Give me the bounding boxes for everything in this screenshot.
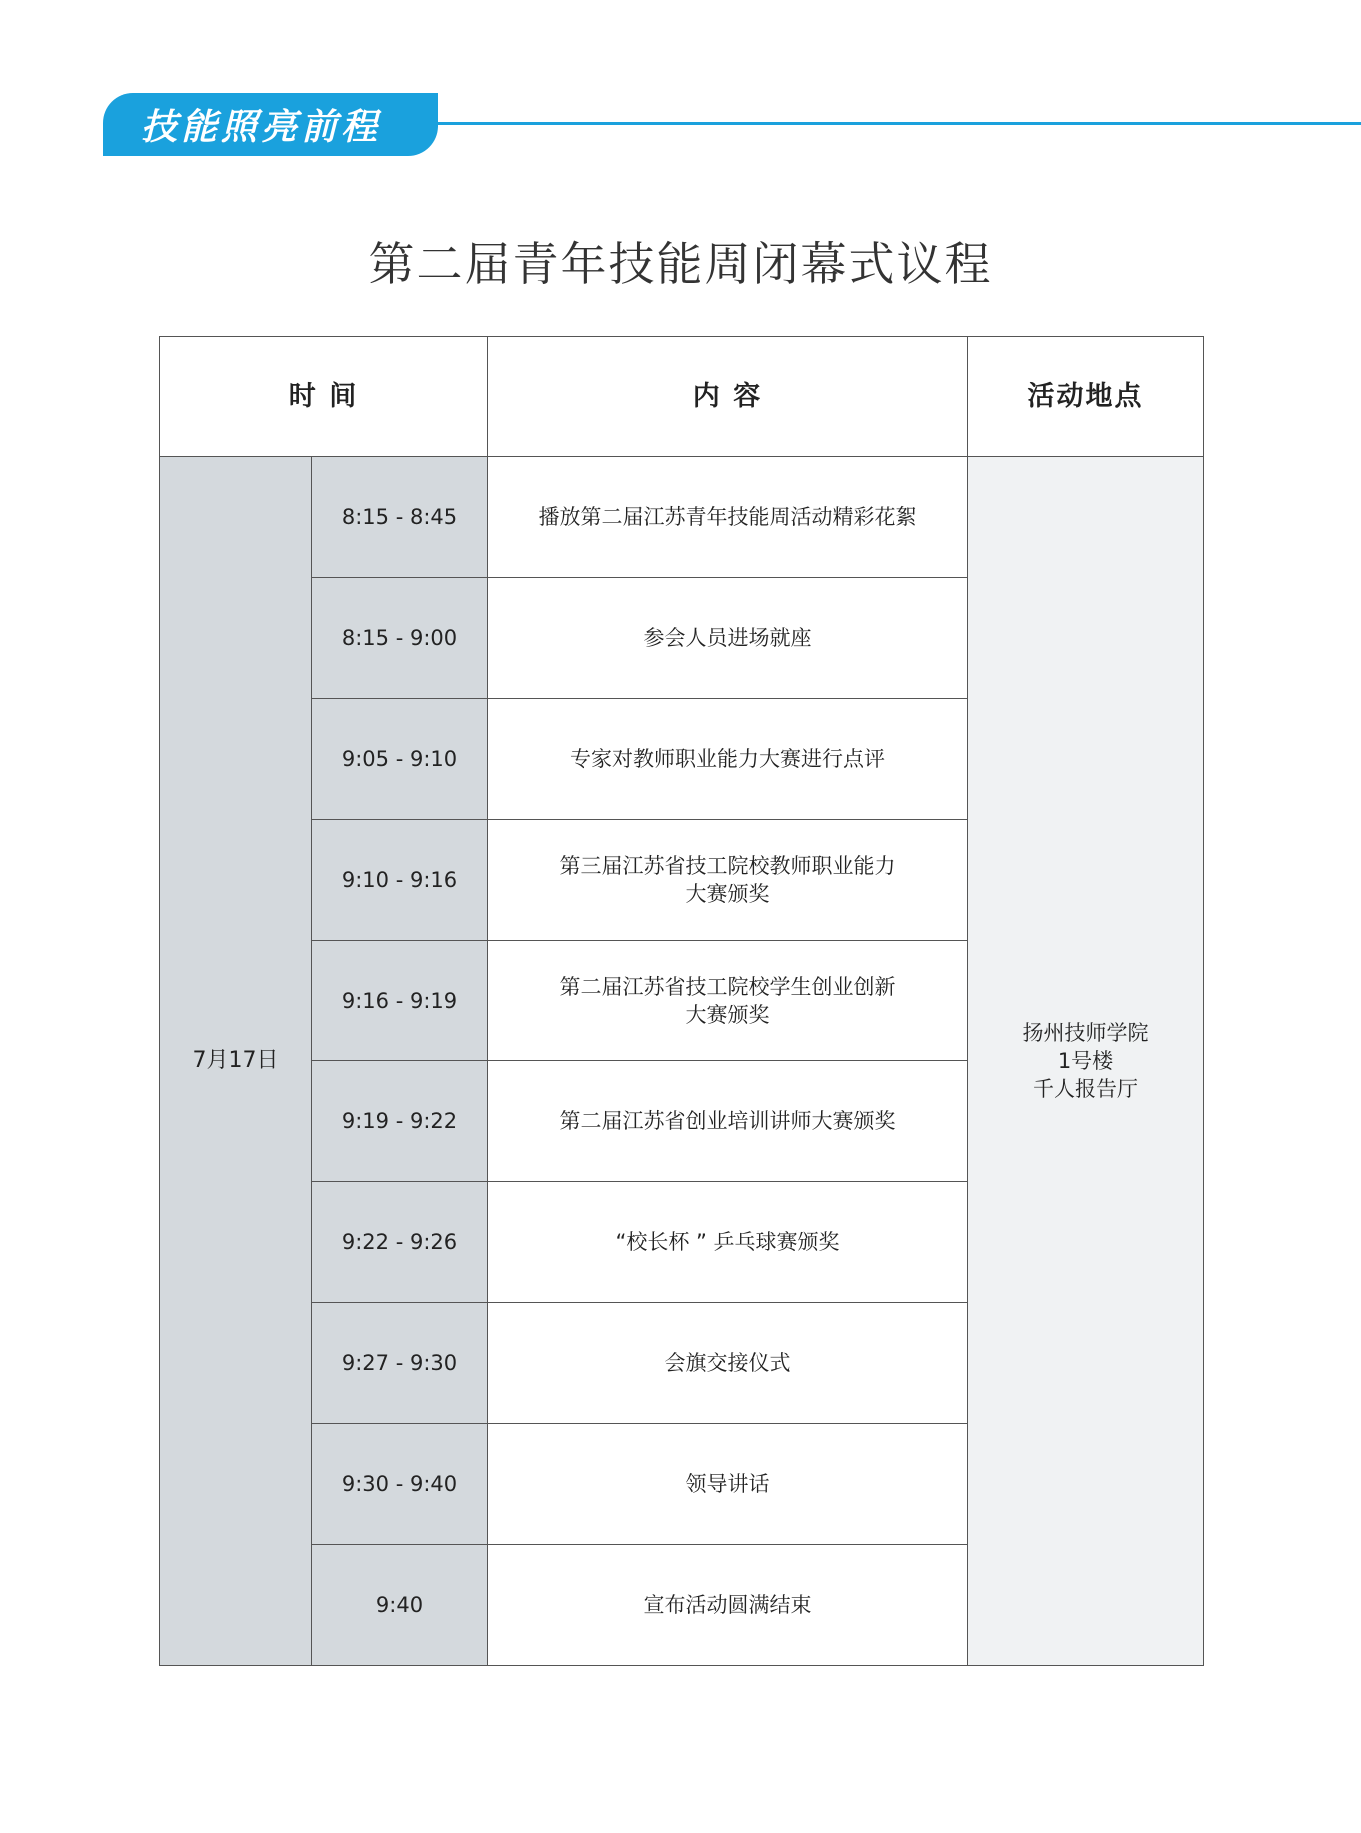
content-line: 会旗交接仪式 [664, 1351, 791, 1376]
header-banner [103, 93, 438, 156]
time-cell: 9:22 - 9:26 [312, 1182, 488, 1303]
content-line: 专家对教师职业能力大赛进行点评 [570, 746, 885, 771]
header-venue: 活动地点 [968, 337, 1204, 457]
time-cell: 9:30 - 9:40 [312, 1424, 488, 1545]
content-line: 领导讲话 [685, 1472, 770, 1497]
time-cell: 9:27 - 9:30 [312, 1303, 488, 1424]
time-cell: 9:40 [312, 1545, 488, 1666]
content-line: 播放第二届江苏青年技能周活动精彩花絮 [538, 504, 917, 529]
content-cell [488, 1424, 968, 1545]
header-time: 时 间 [160, 337, 488, 457]
schedule-body [160, 457, 1204, 1666]
time-cell: 9:19 - 9:22 [312, 1061, 488, 1182]
content-cell [488, 1182, 968, 1303]
content-cell [488, 819, 968, 940]
content-cell [488, 577, 968, 698]
content-line: “校长杯 ” 乒乓球赛颁奖 [615, 1230, 840, 1255]
header-content: 内 容 [488, 337, 968, 457]
time-cell: 9:10 - 9:16 [312, 819, 488, 940]
banner-label: 技能照亮前程 [141, 106, 382, 148]
content-cell [488, 1545, 968, 1666]
content-line: 参会人员进场就座 [643, 625, 812, 650]
page-title: 第二届青年技能周闭幕式议程 [368, 237, 993, 291]
venue-line1: 扬州技师学院 [1022, 1020, 1149, 1045]
venue-cell [968, 457, 1204, 1666]
venue-line2: 1号楼 [1057, 1048, 1114, 1073]
time-cell: 9:05 - 9:10 [312, 698, 488, 819]
date-cell: 7月17日 [160, 457, 312, 1666]
content-line-2: 大赛颁奖 [685, 881, 770, 906]
content-cell [488, 940, 968, 1061]
content-cell [488, 698, 968, 819]
time-cell: 8:15 - 8:45 [312, 457, 488, 578]
content-cell [488, 1061, 968, 1182]
venue-line3: 千人报告厅 [1033, 1076, 1138, 1101]
table-row [160, 457, 1204, 578]
time-cell: 8:15 - 9:00 [312, 577, 488, 698]
time-cell: 9:16 - 9:19 [312, 940, 488, 1061]
content-line: 第二届江苏省技工院校学生创业创新 [559, 974, 896, 999]
content-line: 第三届江苏省技工院校教师职业能力 [559, 853, 896, 878]
schedule-table [159, 336, 1204, 1666]
header-divider [430, 122, 1361, 125]
content-line: 第二届江苏省创业培训讲师大赛颁奖 [559, 1109, 896, 1134]
content-line-2: 大赛颁奖 [685, 1002, 770, 1027]
table-header-row [160, 337, 1204, 457]
content-line: 宣布活动圆满结束 [643, 1592, 812, 1617]
content-cell [488, 1303, 968, 1424]
content-cell [488, 457, 968, 578]
